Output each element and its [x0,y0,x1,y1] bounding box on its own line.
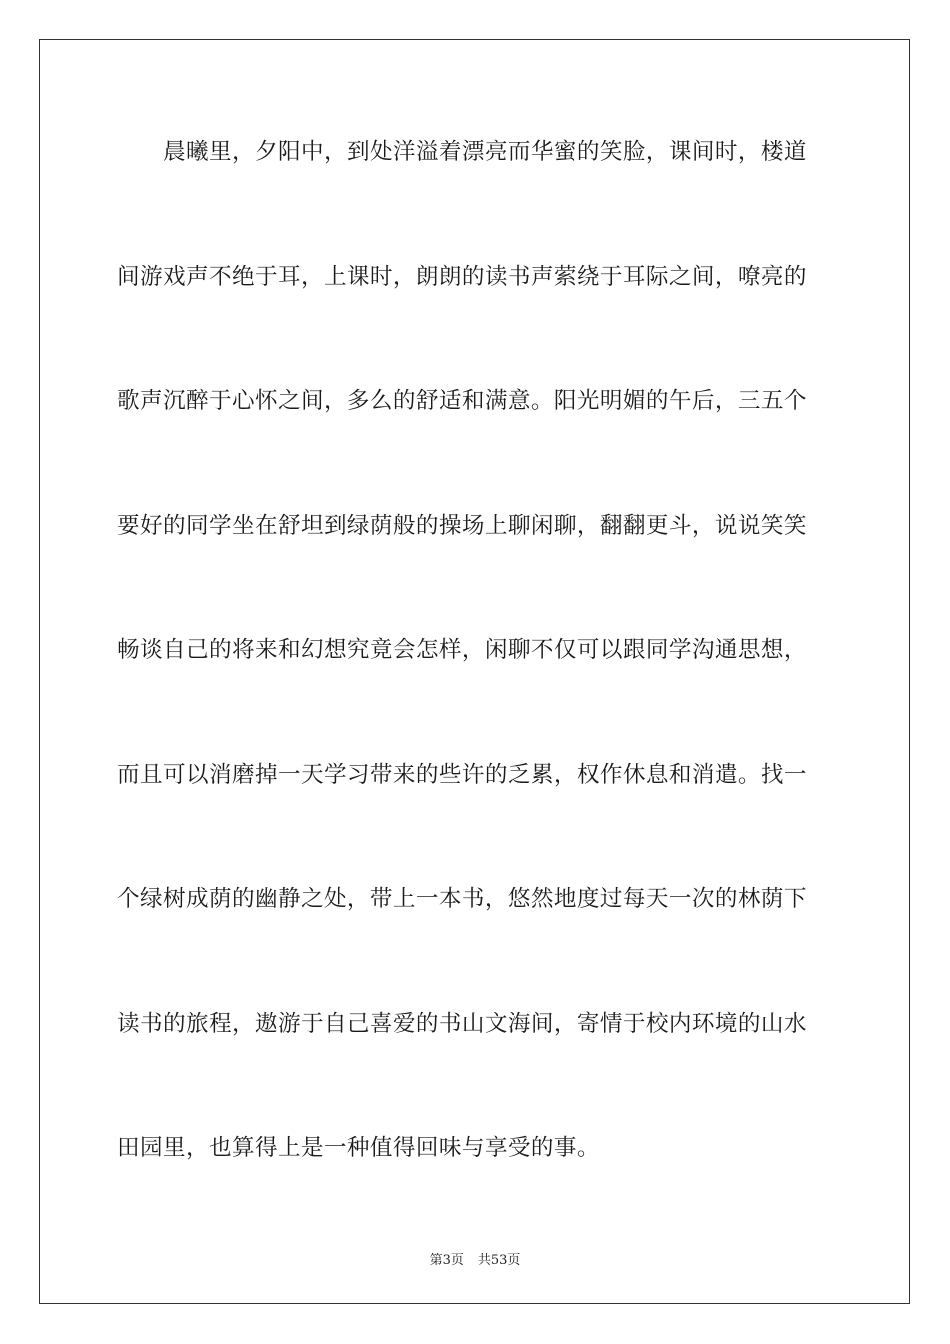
paragraph-line-1: 晨曦里，夕阳中，到处洋溢着漂亮而华蜜的笑脸，课间时，楼道 [163,139,807,165]
paragraph-line-9: 田园里，也算得上是一种值得回味与享受的事。 [117,1135,600,1161]
paragraph-line-8: 读书的旅程，遨游于自己喜爱的书山文海间，寄情于校内环境的山水 [117,1011,807,1037]
page-border [39,39,910,1304]
paragraph-line-5: 畅谈自己的将来和幻想究竟会怎样，闲聊不仅可以跟同学沟通思想， [117,637,807,663]
page-number: 第3页 [429,1253,464,1268]
page-footer [0,1249,950,1268]
page-total: 共53页 [477,1253,521,1268]
paragraph-line-3: 歌声沉醉于心怀之间，多么的舒适和满意。阳光明媚的午后，三五个 [117,388,807,414]
paragraph-line-2: 间游戏声不绝于耳，上课时，朗朗的读书声萦绕于耳际之间，嘹亮的 [117,264,807,290]
paragraph-line-7: 个绿树成荫的幽静之处，带上一本书，悠然地度过每天一次的林荫下 [117,886,807,912]
paragraph-line-6: 而且可以消磨掉一天学习带来的些许的乏累，权作休息和消遣。找一 [117,762,807,788]
paragraph-line-4: 要好的同学坐在舒坦到绿荫般的操场上聊闲聊，翻翻更斗，说说笑笑 [117,513,807,539]
